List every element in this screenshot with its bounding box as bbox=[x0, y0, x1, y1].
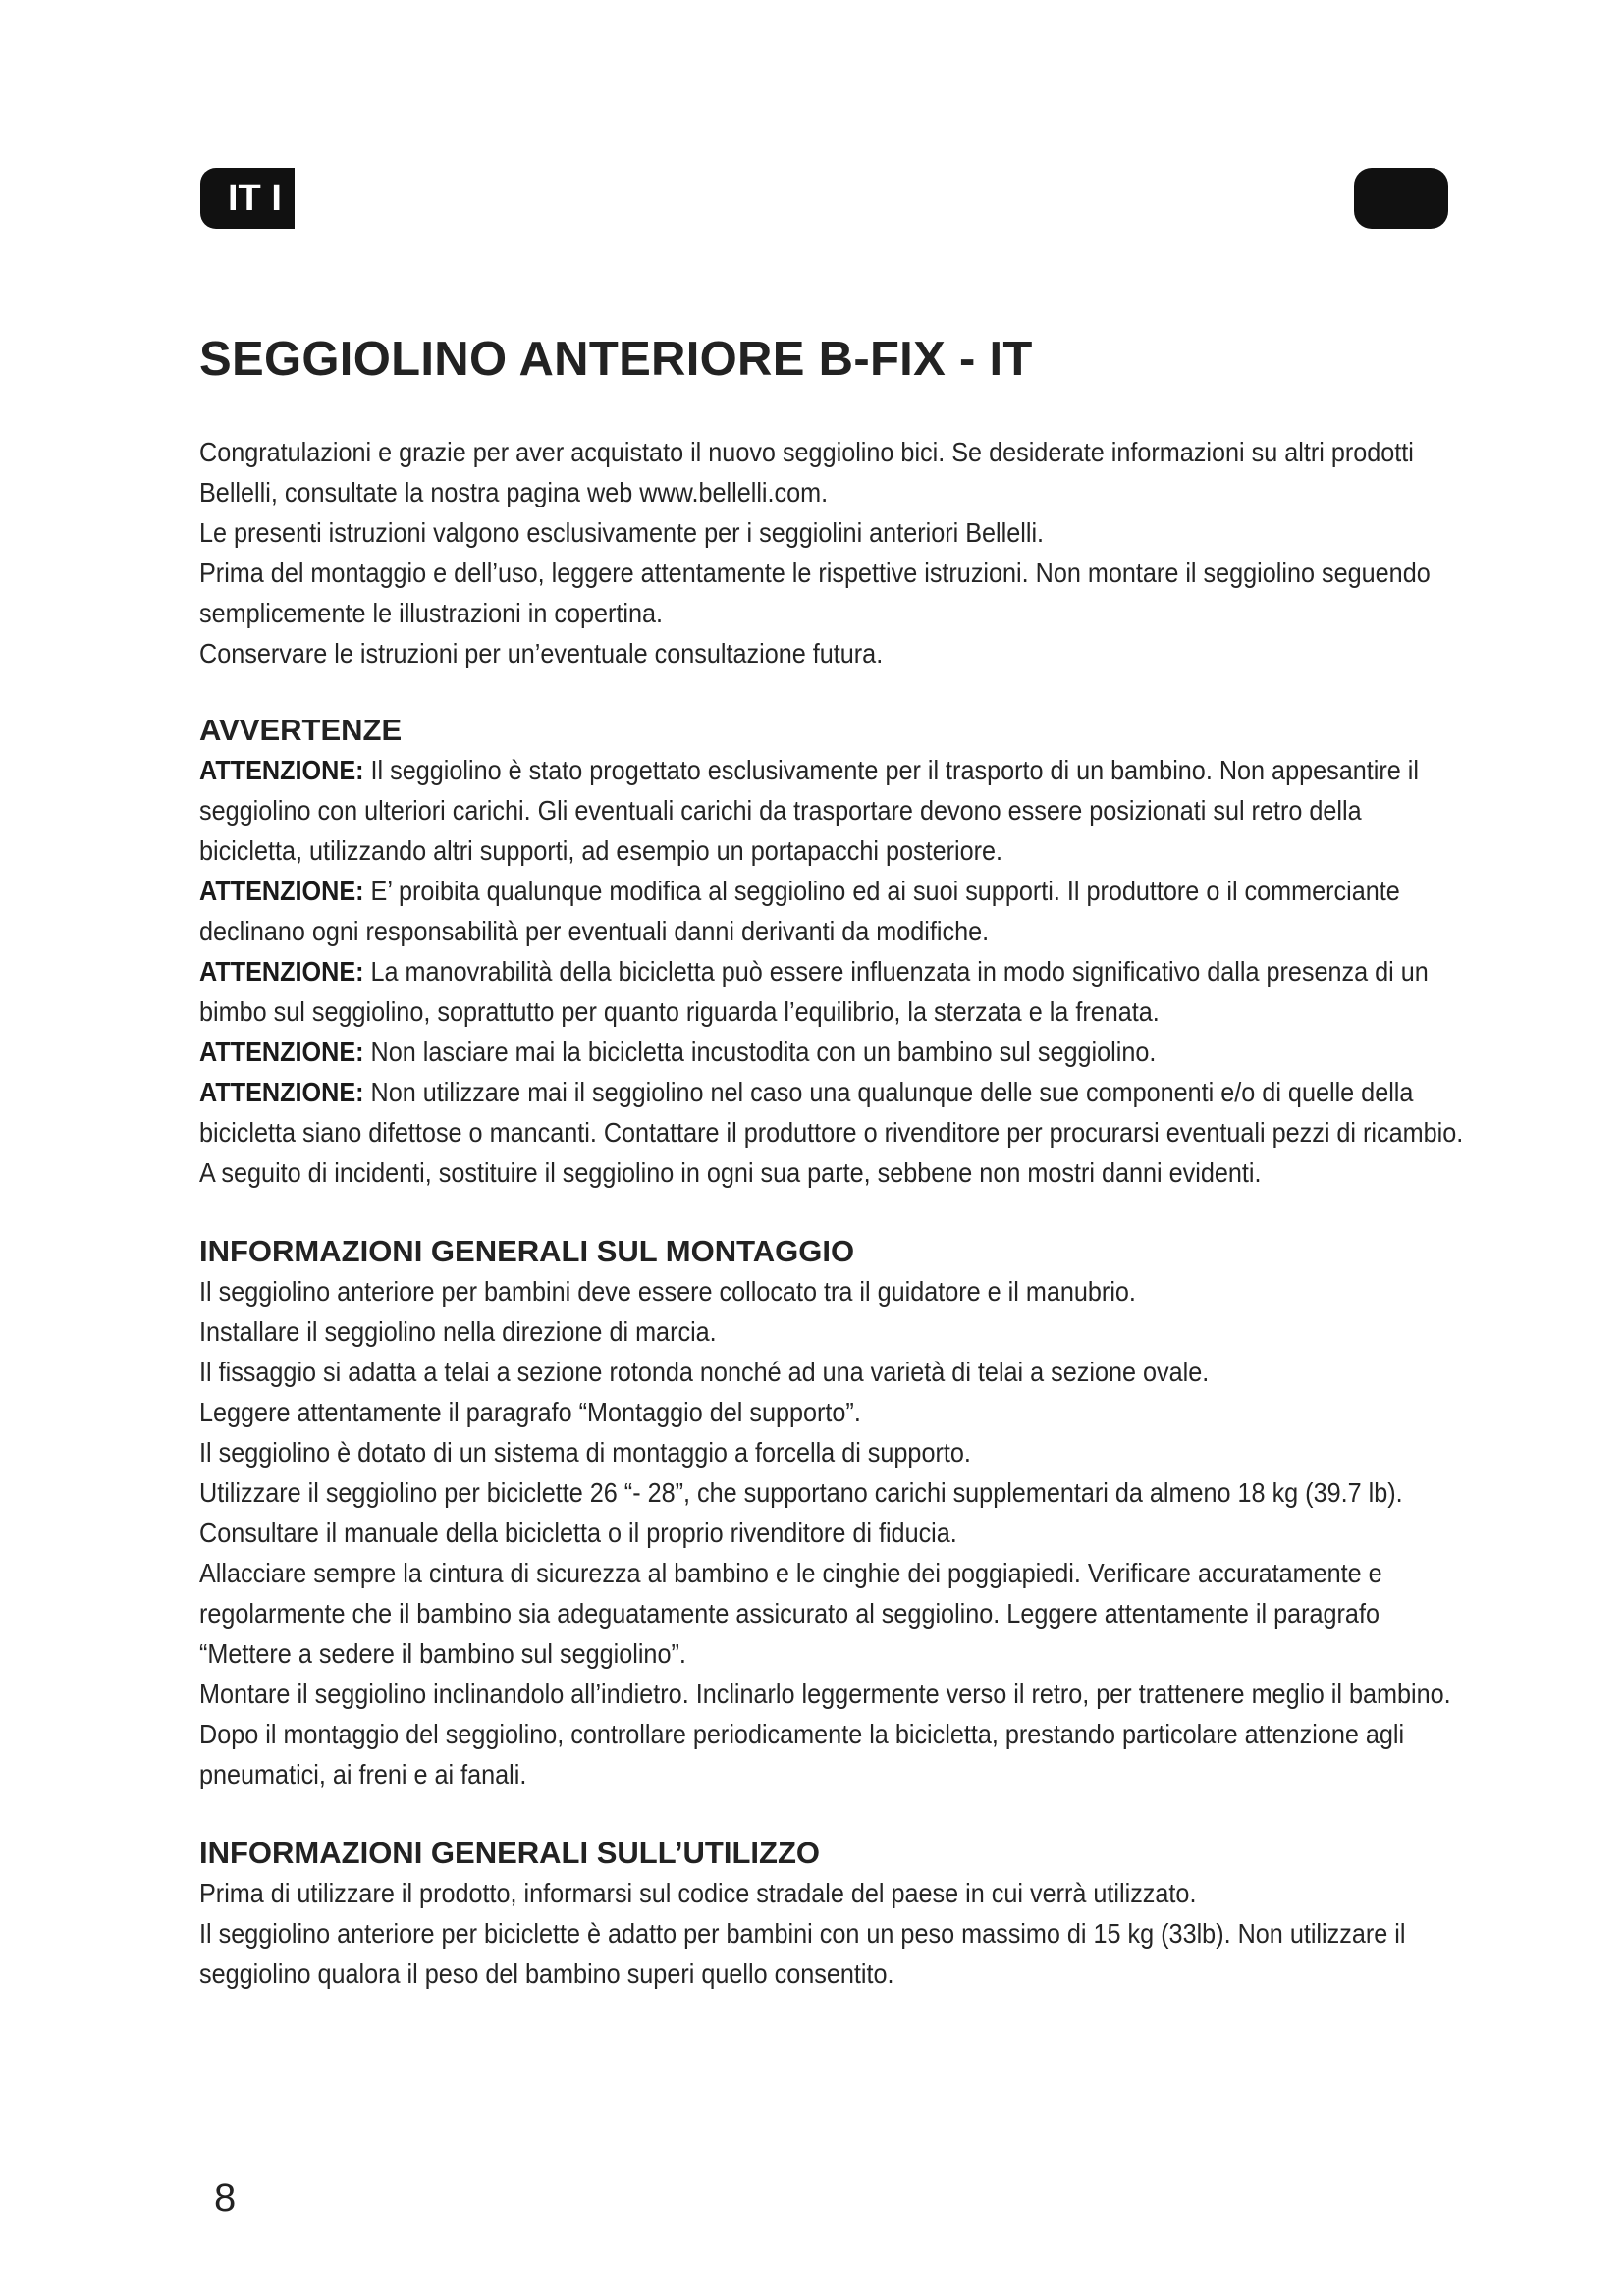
warning-text: Non lasciare mai la bicicletta incustodita con un bambino sul seggiolino. bbox=[370, 1037, 1157, 1067]
warning-label: ATTENZIONE: bbox=[199, 1077, 364, 1107]
warning-label: ATTENZIONE: bbox=[199, 1037, 364, 1067]
warning-text: E’ proibita qualunque modifica al seggiolino ed ai suoi supporti. Il produttore o il commerciante declinano ogni responsabilità per eventuali danni derivanti da modifiche. bbox=[199, 876, 1400, 946]
usage-heading: INFORMAZIONI GENERALI SULL’UTILIZZO bbox=[199, 1836, 821, 1870]
assembly-section bbox=[199, 1232, 1466, 1794]
assembly-heading: INFORMAZIONI GENERALI SUL MONTAGGIO bbox=[199, 1234, 855, 1268]
assembly-paragraph: Utilizzare il seggiolino per biciclette 26 “- 28”, che supportano carichi supplementari da almeno 18 kg (39.7 lb). Consultare il manuale della bicicletta o il proprio rivenditore di fiducia. bbox=[199, 1477, 1403, 1548]
intro-paragraph: Congratulazioni e grazie per aver acquistato il nuovo seggiolino bici. Se desiderate informazioni su altri prodotti Bellelli, consultate la nostra pagina web www.bellelli.com. bbox=[199, 437, 1414, 507]
intro-paragraph: Conservare le istruzioni per un’eventuale consultazione futura. bbox=[199, 638, 884, 668]
assembly-paragraph: Leggere attentamente il paragrafo “Montaggio del supporto”. bbox=[199, 1397, 861, 1427]
assembly-paragraph: Dopo il montaggio del seggiolino, controllare periodicamente la bicicletta, prestando particolare attenzione agli pneumatici, ai freni e ai fanali. bbox=[199, 1719, 1405, 1789]
language-tab-label: IT I bbox=[228, 178, 282, 219]
warning-item bbox=[199, 871, 1465, 951]
warning-text: La manovrabilità della bicicletta può essere influenzata in modo significativo dalla presenza di un bimbo sul seggiolino, soprattutto per quanto riguarda l’equilibrio, la sterzata e la frenata. bbox=[199, 956, 1429, 1027]
page-number: 8 bbox=[214, 2176, 237, 2219]
assembly-paragraph: Allacciare sempre la cintura di sicurezza al bambino e le cinghie dei poggiapiedi. Verificare accuratamente e regolarmente che il bambino sia adeguatamente assicurato al seggiolino. Leggere attentamente il paragrafo “Mettere a sedere il bambino sul seggiolino”. bbox=[199, 1558, 1382, 1669]
intro-paragraph: Le presenti istruzioni valgono esclusivamente per i seggiolini anteriori Bellelli. bbox=[199, 517, 1045, 548]
usage-paragraph: Il seggiolino anteriore per biciclette è adatto per bambini con un peso massimo di 15 kg (33lb). Non utilizzare il seggiolino qualora il peso del bambino superi quello consentito. bbox=[199, 1918, 1406, 1989]
intro-paragraph: Prima del montaggio e dell’uso, leggere attentamente le rispettive istruzioni. Non montare il seggiolino seguendo semplicemente le illustrazioni in copertina. bbox=[199, 558, 1431, 628]
warnings-heading: AVVERTENZE bbox=[199, 713, 403, 747]
warning-item bbox=[199, 1072, 1465, 1193]
assembly-paragraph: Il seggiolino anteriore per bambini deve essere collocato tra il guidatore e il manubrio. bbox=[199, 1276, 1136, 1307]
intro-section bbox=[199, 432, 1466, 673]
warning-text: Non utilizzare mai il seggiolino nel caso una qualunque delle sue componenti e/o di quelle della bicicletta siano difettose o mancanti. Contattare il produttore o rivenditore per procurarsi eventuali pezzi di ricambio. A seguito di incidenti, sostituire il seggiolino in ogni sua parte, sebbene non mostri danni evidenti. bbox=[199, 1077, 1464, 1188]
warning-text: Il seggiolino è stato progettato esclusivamente per il trasporto di un bambino. Non appesantire il seggiolino con ulteriori carichi. Gli eventuali carichi da trasportare devono essere posizionati sul retro della bicicletta, utilizzando altri supporti, ad esempio un portapacchi posteriore. bbox=[199, 755, 1419, 866]
warning-item bbox=[199, 1032, 1465, 1072]
assembly-paragraph: Il fissaggio si adatta a telai a sezione rotonda nonché ad una varietà di telai a sezione ovale. bbox=[199, 1357, 1210, 1387]
usage-section bbox=[199, 1834, 1466, 1994]
assembly-paragraph: Il seggiolino è dotato di un sistema di montaggio a forcella di supporto. bbox=[199, 1437, 971, 1468]
warning-label: ATTENZIONE: bbox=[199, 755, 364, 785]
assembly-paragraph: Montare il seggiolino inclinandolo all’indietro. Inclinarlo leggermente verso il retro, per trattenere meglio il bambino. bbox=[199, 1679, 1451, 1709]
language-tab bbox=[200, 168, 295, 229]
warning-label: ATTENZIONE: bbox=[199, 956, 364, 987]
usage-paragraph: Prima di utilizzare il prodotto, informarsi sul codice stradale del paese in cui verrà utilizzato. bbox=[199, 1878, 1197, 1908]
warning-label: ATTENZIONE: bbox=[199, 876, 364, 906]
warnings-section bbox=[199, 711, 1466, 1193]
page-content bbox=[199, 330, 1466, 1994]
assembly-paragraph: Installare il seggiolino nella direzione di marcia. bbox=[199, 1316, 717, 1347]
warning-item bbox=[199, 951, 1465, 1032]
warning-item bbox=[199, 750, 1465, 871]
page-title: SEGGIOLINO ANTERIORE B-FIX - IT bbox=[199, 333, 1033, 386]
corner-tab bbox=[1354, 168, 1448, 229]
